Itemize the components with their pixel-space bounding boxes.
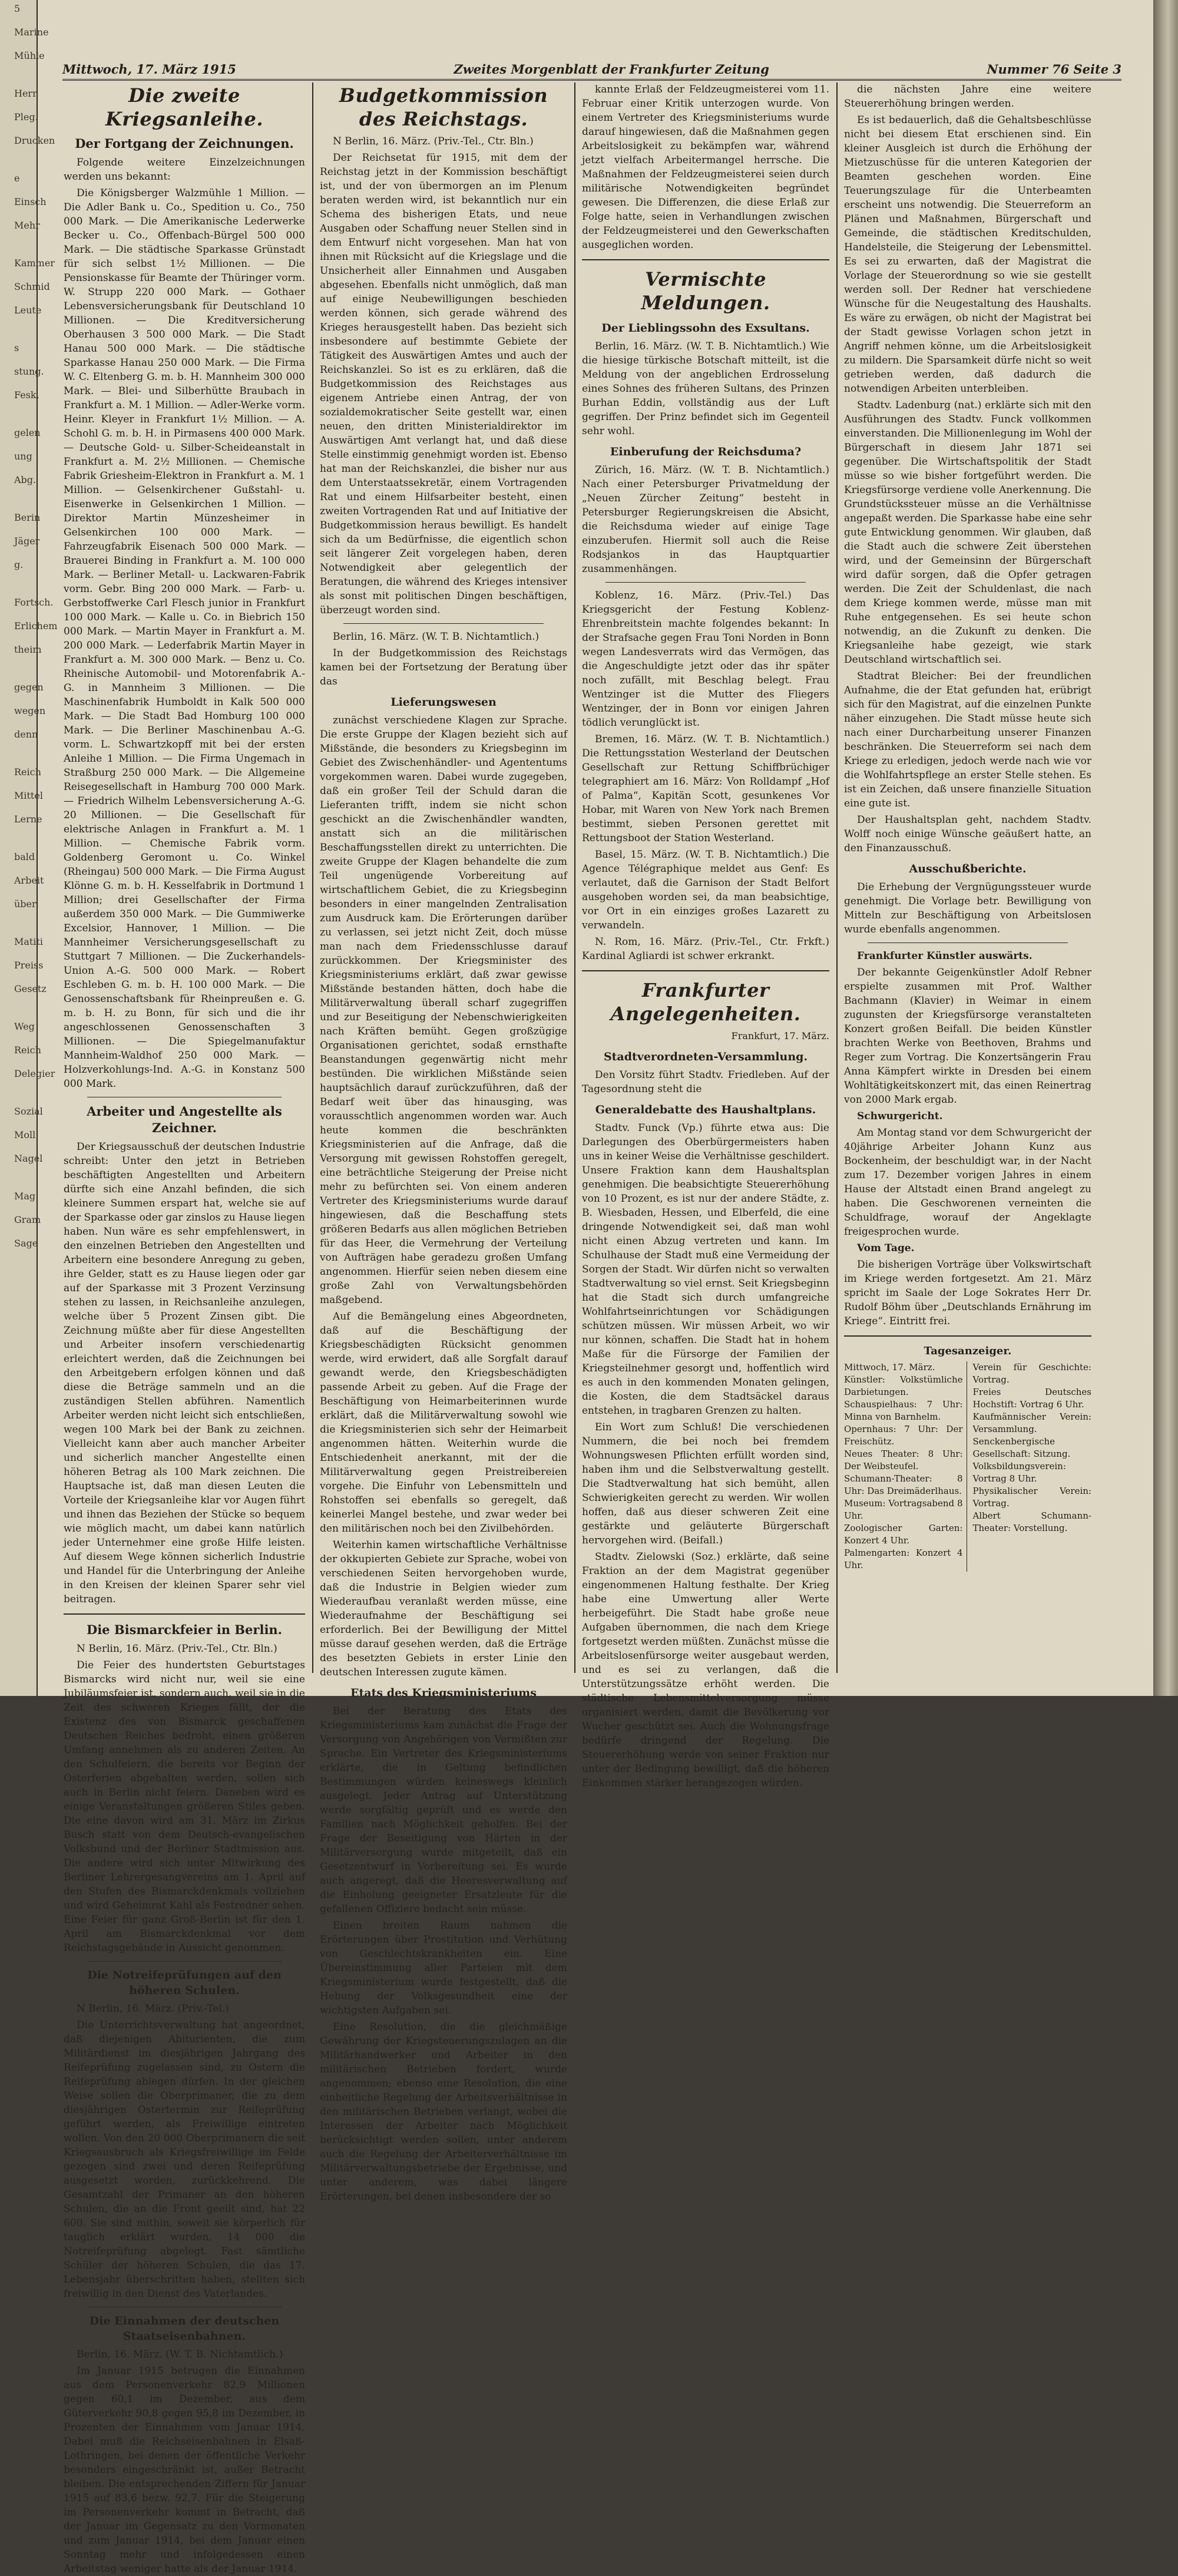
- schwurgericht-title: Schwurgericht.: [857, 1110, 943, 1122]
- frankfurter-dateline: Frankfurt, 17. März.: [731, 1030, 829, 1041]
- gutter-fragment: Weg: [14, 1021, 35, 1032]
- notreife-title: Die Notreifeprüfungen auf den höheren Schulen.: [87, 1969, 282, 1997]
- gutter-fragment: Einsch: [14, 196, 47, 207]
- column-rule: [574, 82, 575, 1673]
- notreife-dateline: N Berlin, 16. März. (Priv.-Tel.): [77, 2003, 229, 2015]
- generaldebatte-continued-2: Es ist bedauerlich, daß die Gehaltsbeschlüsse nicht bei diesem Etat erschienen sind. Ein kleiner Ausgleich ist durch die Erhöhung der Mietzuschüsse für die unteren Kategorien der Beamten geschehen worden. Eine Teuerungszulage für die Unterbeamten erscheint uns notwendig. Die Steuerreform an Plänen und Maßnahmen, Bürgerschaft und Gemeinde, die städtischen Kreditschulden, Handelsteile, die Steigerung der Lebensmittel. Es sei zu erwarten, daß der Magistrat die Vorlage der Steuerordnung so wie sie gestellt werden soll. Der Redner hat verschiedene Wünsche für die Neugestaltung des Haushalts. Es wäre zu erwägen, ob nicht der Magistrat bei der Stadt gewisse Vorlagen schon jetzt in Angriff nehmen könne, um die Arbeitslosigkeit zu mildern. Die Sparsamkeit dürfe nicht so weit getrieben werden, daß dadurch die notwendigen Arbeiten unterbleiben.: [844, 114, 1091, 395]
- separator: [605, 582, 806, 583]
- lieferungswesen-title: Lieferungswesen: [391, 696, 497, 709]
- gutter-fragment: Gesetz: [14, 983, 47, 994]
- gutter-fragment: wegen: [14, 705, 46, 716]
- kriegsministerium-body-1: Bei der Beratung des Etats des Kriegsministeriums kam zunächst die Frage der Versorgung von Angehörigen von Vermißten zur Sprache. Ein Vertreter des Kriegsministeriums erklärte, die in Geltung befindlichen Bestimmungen würden keineswegs kleinlich ausgelegt. Jeder Antrag auf Unterstützung werde sorgfältig geprüft und es werde den Familien nach Möglichkeit geholfen. Bei der Frage der Beseitigung von Härten in der Militärversorgung wurde mitgeteilt, daß ein Gesetzentwurf in Vorbereitung sei. Es wurde auch angeregt, daß die Heeresverwaltung auf die Einholung geeigneter Ersatzleute für die gefallenen Offiziere bedacht sein müsse.: [320, 1705, 567, 1915]
- gutter-fragment: Moll: [14, 1129, 36, 1140]
- budgetkommission-title: Budgetkommission des Reichstags.: [339, 84, 548, 130]
- vermischte-title: Vermischte Meldungen.: [641, 268, 770, 314]
- gutter-fragment: ung: [14, 451, 32, 462]
- gutter-fragment: theim: [14, 644, 42, 655]
- previous-page-gutter: [0, 0, 58, 1696]
- gutter-fragment: Reich: [14, 766, 41, 778]
- budgetkommission-dateline: N Berlin, 16. März. (Priv.-Tel., Ctr. Bln.): [333, 135, 534, 147]
- gutter-fragment: bald: [14, 851, 35, 862]
- gutter-fragment: Pleg.: [14, 111, 38, 123]
- kriegsministerium-body-3: Eine Resolution, die die gleichmäßige Gewährung der Kriegsteuerungszulagen an die Militärhandwerker und Arbeiter in den militärischen Betrieben fordert, wurde angenommen; ebenso eine Resolution, die eine einheitliche Regelung der Arbeitsverhältnisse in den militärischen Betrieben verlangt, wobei die Interessen der Arbeiter nach Möglichkeit berücksichtigt werden sollen, unter anderem auch die Regelung der Arbeiterverhältnisse im Militärverwaltungsbetriebe der Ergebnisse, und unter anderem, was dabei längere Erörterungen, bei denen insbesondere der so: [320, 2021, 567, 2203]
- gutter-fragment: gelen: [14, 427, 41, 438]
- lieferungswesen-body-3: Weiterhin kamen wirtschaftliche Verhältnisse der okkupierten Gebiete zur Sprache, wobei von verschiedenen Seiten hervorgehoben wurde, daß die Industrie in Belgien wieder zum Wiederaufbau veranlaßt werden müsse, eine Wiederaufnahme der Beschäftigung sei erforderlich. Bei der Bewilligung der Mittel müsse darauf gesehen werden, daß die Erträge des besetzten Gebiets in erster Linie den deutschen Interessen zugute kämen.: [320, 1539, 567, 1678]
- gutter-fragment: Delegier: [14, 1068, 55, 1079]
- rom-body: N. Rom, 16. März. (Priv.-Tel., Ctr. Frkft.) Kardinal Agliardi ist schwer erkrankt.: [582, 936, 829, 962]
- bremen-body: Bremen, 16. März. (W. T. B. Nichtamtlich.) Die Rettungsstation Westerland der Deutschen Gesellschaft zur Rettung Schiffbrüchiger telegraphiert am 16. März: Von Rolldampf „Hof of Palma“, Kapitän Scott, gesunkenes Vor Hobar, mit Waren von New York nach Bremen bestimmt, sieben Personen gerettet mit Rettungsboot der Station Westerland.: [582, 733, 829, 844]
- lieblingssohn-body: Berlin, 16. März. (W. T. B. Nichtamtlich.) Wie die hiesige türkische Botschaft mitteilt, ist die Meldung von der angeblichen Erdrosselung eines Sohnes des früheren Sultans, des Prinzen Burhan Eddin, vollständig aus der Luft gegriffen. Der Prinz befindet sich im Gegenteil sehr wohl.: [582, 340, 829, 437]
- gutter-fragment: Drucken: [14, 135, 55, 146]
- gutter-fragment: Arbeit: [14, 875, 44, 886]
- haushalt-closing: Der Haushaltsplan geht, nachdem Stadtv. Wolff noch einige Wünsche geäußert hatte, an den Finanzausschuß.: [844, 814, 1091, 854]
- kuenstler-title: Frankfurter Künstler auswärts.: [857, 950, 1033, 962]
- tagesanzeiger: [844, 1344, 1091, 1572]
- lieferungswesen-body-1: zunächst verschiedene Klagen zur Sprache. Die erste Gruppe der Klagen bezieht sich auf Mißstände, die besonders zu Kriegsbeginn im Gebiet des Zwischenhändler- und Agententums vorgekommen waren. Dabei wurde zugegeben, daß ein großer Teil der Schuld daran die Lieferanten trifft, indem sie nicht schon geschickt an die Zwischenhändler wandten, anstatt sich an die militärischen Beschaffungsstellen direkt zu unterrichten. Die zweite Gruppe der Klagen behandelte die zum Teil ungenügende Vorbereitung auf wirtschaftlichem Gebiet, die zu Kriegsbeginn besonders in einer mangelnden Zentralisation zum Ausdruck kam. Die Erörterungen darüber zu verlassen, sei jetzt nicht Zeit, doch müsse man nach dem Friedensschlusse darauf zurückkommen. Der Kriegsminister des Kriegsministeriums erklärt, daß zwar gewisse Mißstände bestanden hätten, doch habe die Militärverwaltung überall scharf zugegriffen und zur Beseitigung der Nebenschwierigkeiten nach Kräften bemüht. Gegen großzügige Organisationen gerichtet, sodaß ernsthafte Beanstandungen gegenwärtig nicht mehr bestünden. Die wirklichen Mißstände seien hauptsächlich darauf zurückzuführen, daß der Bedarf weit über das hinausging, was vorausschtlich angenommen worden war. Auch heute kommen die beschränkten Kriegsministerien auf die Anfrage, daß die Versorgung mit gewissen Rohstoffen geregelt, eine beträchtliche Steigerung der Preise nicht mehr zu befürchten sei. Von einem anderen Vertreter des Kriegsministeriums wurde darauf hingewiesen, daß die Beschaffung stets größeren Bedarfs aus allen möglichen Betrieben für das Heer, die Vermehrung der Verteilung von Aufträgen habe geradezu großen Umfang angenommen. Hierfür seien neben diesem eine große Zahl von Verwaltungsbehörden maßgebend.: [320, 715, 567, 1306]
- generaldebatte-title: Generaldebatte des Haushaltplans.: [595, 1103, 816, 1116]
- lieferungswesen-body-2: Auf die Bemängelung eines Abgeordneten, daß auf die Beschäftigung der Kriegsbeschädigten Rücksicht genommen werde, wird erwidert, daß alle Sorgfalt darauf gewandt werde, den Kriegsbeschädigten passende Arbeit zu geben. Auf die Frage der Beschäftigung von Heimarbeiterinnen wurde erklärt, daß die Militärverwaltung sowohl wie die Kriegsministerien sich sehr der Heimarbeit angenommen hätten. Weiterhin wurde die Entschiedenheit anerkannt, mit der die Militärverwaltung gegen Preistreibereien vorgehe. Die Einfuhr von Lebensmitteln und Rohstoffen sei ebenfalls so geregelt, daß keinerlei Mangel bestehe, und zwar weder bei den militärischen noch bei den Zivilbehörden.: [320, 1311, 567, 1535]
- schwurgericht-body: Am Montag stand vor dem Schwurgericht der 40jährige Arbeiter Johann Kunz aus Bockenheim, der beschuldigt war, in der Nacht zum 17. Dezember vorigen Jahres in einem Hause der Altstadt einen Brand angelegt zu haben. Die Geschworenen verneinten die Schuldfrage, worauf der Angeklagte freigesprochen wurde.: [844, 1127, 1091, 1238]
- gutter-fragment: Berin: [14, 512, 41, 523]
- gutter-fragments: [0, 0, 58, 1252]
- gutter-fragment: über: [14, 898, 37, 910]
- budgetkommission-body-1: Der Reichsetat für 1915, mit dem der Reichstag jetzt in der Kommission beschäftigt ist, und der von übermorgen an im Plenum beraten werden wird, ist bekanntlich nur ein Schema des bisherigen Etats, und neue Ausgaben oder Schaffung neuer Stellen sind in dem Entwurf nicht vorgesehen. Man hat von ihnen mit Rücksicht auf die Kriegslage und die Unsicherheit aller Einnahmen und Ausgaben abgesehen. Ebenfalls nicht unmöglich, daß man auf einige Neubewilligungen beschieden werden können, sich gerade während des Krieges herausgestellt haben. Das bezieht sich insbesondere auf bestimmte Gebiete der Tätigkeit des Auswärtigen Amtes und auch der Reichskanzlei. So ist es zu erklären, daß die Budgetkommission des Reichstages aus eigenem Antriebe einen Antrag, der von sozialdemokratischer Seite gestellt war, einen neuen, den dritten Ministerialdirektor im Auswärtigen Amt verlangt hat, und daß diese Stelle einstimmig genehmigt worden ist. Ebenso hat man der Reichskanzlei, die bisher nur aus dem Unterstaatssekretär, einem Vortragenden Rat und einem Hilfsarbeiter besteht, einen zweiten Vortragenden Rat und auf Initiative der Budgetkommission heraus bewilligt. Es handelt sich da um Bedürfnisse, die eigentlich schon seit längerer Zeit vorgelegen haben, deren Notwendigkeit aber gelegentlich der Beratungen, die während des Krieges intensiver als sonst mit politischen Dingen beschäftigen, überzeugt worden sind.: [320, 152, 567, 616]
- column-4: [844, 82, 1091, 1673]
- gutter-fragment: Preiss: [14, 960, 44, 971]
- column-rule: [836, 82, 838, 1673]
- kuenstler-body: Der bekannte Geigenkünstler Adolf Rebner erspielte zusammen mit Prof. Walther Bachmann (Klavier) in Weimar in einem zugunsten der Kriegsfürsorge veranstalteten Konzert großen Beifall. Die beiden Künstler brachten Werke von Beethoven, Brahms und Reger zum Vortrag. Die Konzertsängerin Frau Anna Kämpfert wirkte in Dresden bei einem Wohltätigkeitskonzert mit, das einen Reinertrag von 2000 Mark ergab.: [844, 967, 1091, 1106]
- kriegsanleihe-subtitle: Der Fortgang der Zeichnungen.: [75, 136, 294, 151]
- bismarckfeier-body: Die Feier des hundertsten Geburtstages Bismarcks wird nicht nur, weil sie eine Jubiläumsfeier ist, sondern auch, weil sie in die Zeit des schweren Krieges fällt, der die Existenz des von Bismarck geschaffenen Deutschen Reiches bedroht, einen größeren Umfang annehmen als zu anderen Zeiten. An den Schulfeiern, die bereits vor Beginn der Osterferien abgehalten werden, sollen sich auch in Berlin nicht feiern. Daneben wird es einige Veranstaltungen größeren Stiles geben. Die eine davon wird am 31. März im Zirkus Busch statt von dem Deutsch-evangelischen Volksbund und der Berliner Stadtmission aus. Die andere wird sich unter Mitwirkung des Berliner Lehrergesangvereins am 1. April auf den Stufen des Bismarckdenkmals vollziehen und wird Geheimrat Kahl als Festredner sehen. Eine Feier für ganz Groß-Berlin ist für den 1. April am Bismarckdenkmal vor dem Reichstagsgebäude in Aussicht genommen.: [64, 1659, 305, 1954]
- kriegsministerium-title: Etats des Kriegsministeriums: [350, 1687, 537, 1699]
- bleicher-body: Stadtrat Bleicher: Bei der freundlichen Aufnahme, die der Etat gefunden hat, erübrigt sich für den Magistrat, auf die einzelnen Punkte näher einzugehen. Die Stadt müsse heute sich nach einer Durcharbeitung unserer Finanzen beschränken. Die Steuerreform sei nach dem Kriege zu erledigen, jedoch werde nach wie vor die Wohlfahrtspflege an erster Stelle stehen. Es ist ein Zeichen, daß unsere finanzielle Situation eine gute ist.: [844, 670, 1091, 809]
- gutter-fragment: Mehr: [14, 220, 40, 231]
- budgetkommission-dateline-2: Berlin, 16. März. (W. T. B. Nichtamtlich.): [333, 631, 540, 643]
- generaldebatte-body-2: Ein Wort zum Schluß! Die verschiedenen Nummern, die bei noch bei fremdem Wohnungswesen Pflichten erfüllt worden sind, haben ihm und die Selbstverwaltung gestellt. Die Stadtverwaltung hat sich bemüht, allen Schwierigkeiten gerecht zu werden. Wir wollen hoffen, daß aus dieser schweren Zeit eine gestärkte und geläuterte Bürgerschaft hervorgehen wird. (Beifall.): [582, 1421, 829, 1546]
- gutter-fragment: Gram: [14, 1214, 41, 1225]
- kriegsanleihe-title: Die zweite Kriegsanleihe.: [105, 84, 263, 130]
- einnahmen-title: Die Einnahmen der deutschen Staatseisenbahnen.: [89, 2314, 280, 2343]
- reichsduma-title: Einberufung der Reichsduma?: [610, 445, 802, 458]
- gutter-fragment: Mag: [14, 1191, 36, 1202]
- gutter-fragment: Fesk.: [14, 389, 39, 401]
- bismarckfeier-title: Die Bismarckfeier in Berlin.: [86, 1622, 282, 1637]
- generaldebatte-body-1: Stadtv. Funck (Vp.) führte etwa aus: Die Darlegungen des Oberbürgermeisters haben uns in keiner Weise die Verhältnisse geschildert. Unsere Fraktion kann dem Haushaltsplan genehmigen. Die beabsichtigte Steuererhöhung von 10 Prozent, es ist nur der andere Städte, z. B. Wiesbaden, Hessen, und Elberfeld, die eine dringende Notwendigkeit sei, daß man wohl nicht einen Abzug vertreten und kann. Im Schulhause der Stadt muß eine Vermeidung der Sorgen der Stadt. Wir dürfen nicht so verwalten Stadtverwaltung so viel ernst. Seit Kriegsbeginn hat die Stadt sich durch umfangreiche Wohlfahrtseinrichtungen vor Schädigungen schützen müssen. Wir müssen Arbeit, wo wir nur können, schaffen. Die Stadt hat in hohem Maße für die Fürsorge der Familien der Kriegsteilnehmer gesorgt und, hoffentlich wird es auch in den kommenden Monaten gelingen, die Kosten, die dem Stadtsäckel daraus entstehen, in tragbaren Grenzen zu halten.: [582, 1122, 829, 1417]
- separator: [582, 259, 829, 260]
- gutter-fragment: Erlichem: [14, 620, 58, 631]
- column-1: [64, 82, 305, 2575]
- gutter-fragment: Mühle: [14, 50, 45, 61]
- bismarckfeier-dateline: N Berlin, 16. März. (Priv.-Tel., Ctr. Bln.): [77, 1643, 277, 1655]
- gutter-fragment: Mittel: [14, 790, 43, 801]
- kriegsanleihe-intro: Folgende weitere Einzelzeichnungen werden uns bekannt:: [64, 157, 305, 183]
- page-header: [62, 57, 1121, 81]
- separator: [87, 1961, 282, 1962]
- generaldebatte-continued-1: die nächsten Jahre eine weitere Steuererhöhung bringen werden.: [844, 84, 1091, 110]
- tagesanzeiger-title: Tagesanzeiger.: [924, 1345, 1012, 1357]
- ausschussberichte-body: Die Erhebung der Vergnügungssteuer wurde genehmigt. Die Vorlage betr. Bewilligung von Mitteln zur Beschäftigung von Arbeitslosen wurde ebenfalls angenommen.: [844, 881, 1091, 935]
- feldzeug-continued-body: kannte Erlaß der Feldzeugmeisterei vom 11. Februar einer Kritik unterzogen wurde. Von einem Vertreter des Kriegsministeriums wurde darauf hingewiesen, daß die Maßnahmen gegen Arbeitslosigkeit zu bekämpfen war, während jetzt vielfach Arbeitermangel herrsche. Die Maßnahmen der Feldzeugmeisterei seien durch militärische Notwendigkeiten begründet gewesen. Die Differenzen, die diese Erlaß zur Folge hatte, seien in Verhandlungen zwischen der Feldzeugmeisterei und den Gewerkschaften ausgeglichen worden.: [582, 84, 829, 251]
- vom-tage-title: Vom Tage.: [857, 1242, 915, 1254]
- book-binding: [1153, 0, 1178, 1696]
- column-3: [582, 82, 829, 1789]
- kriegsanleihe-body: Die Königsberger Walzmühle 1 Million. — Die Adler Bank u. Co., Spedition u. Co., 750 000 Mark. — Die Amerikanische Lederwerke Becker u. Co., Offenbach-Bürgel 500 000 Mark. — Die städtische Sparkasse Grünstadt für sich selbst 1½ Millionen. — Die Pensionskasse für Beamte der Thüringer vorm. W. Strupp 220 000 Mark. — Gothaer Lebensversicherungsbank für Deutschland 10 Millionen. — Die Kreditversicherung Oberhausen 3 500 000 Mark. — Die Stadt Hanau 500 000 Mark. — Die städtische Sparkasse Hanau 250 000 Mark. — Die Firma W. C. Eltenberg G. m. b. H. Mannheim 300 000 Mark. — Blei- und Silberhütte Braubach in Frankfurt a. M. 1 Million. — Adler-Werke vorm. Heinr. Kleyer in Frankfurt 1½ Million. — A. Schohl G. m. b. H. in Pirmasens 400 000 Mark. — Deutsche Gold- u. Silber-Scheideanstalt in Frankfurt a. M. 2½ Millionen. — Chemische Fabrik Griesheim-Elektron in Frankfurt a. M. 1 Million. — Gelsenkirchener Gußstahl- u. Eisenwerke in Gelsenkirchen 1 Million. — Direktor Martin Münzesheimer in Gelsenkirchen 100 000 Mark. — Fahrzeugfabrik Eisenach 500 000 Mark. — Brauerei Binding in Frankfurt a. M. 100 000 Mark. — Berliner Metall- u. Lackwaren-Fabrik vorm. Gebr. Bing 200 000 Mark. — Farb- u. Gerbstoffwerke Carl Flesch junior in Frankfurt 100 000 Mark. — Kalle u. Co. in Biebrich 150 000 Mark. — Martin Mayer in Frankfurt a. M. 200 000 Mark. — Lederfabrik Martin Mayer in Frankfurt a. M. 300 000 Mark. — Benz u. Co. Rheinische Automobil- und Motorenfabrik A.-G. in Mannheim 3 Millionen. — Die Maschinenfabrik Humboldt in Kalk 500 000 Mark. — Die Stadt Bad Homburg 100 000 Mark. — Die Berliner Maschinenbau A.-G. vorm. L. Schwartzkopff mit bei der ersten Anleihe 1 Million. — Die Firma Ungemach in Straßburg 250 000 Mark. — Die Allgemeine Reisegesellschaft in Hamburg 700 000 Mark. — Friedrich Wilhelm Lebensversicherung A.-G. 20 Millionen. — Die Gesellschaft für elektrische Anlagen in Frankfurt a. M. 1 Million. — Chemische Fabrik vorm. Goldenberg Geromont u. Co. Winkel (Rheingau) 500 000 Mark. — Die Firma August Klönne G. m. b. H. Kesselfabrik in Dortmund 1 Million; drei Gesellschafter der Firma außerdem 350 000 Mark. — Die Gummiwerke Excelsior, Hannover, 1 Million. — Die Mannheimer Versicherungsgesellschaft zu Stuttgart 7 Millionen. — Die Zuckerhandels-Union A.-G. 500 000 Mark. — Robert Eschleben G. m. b. H. 100 000 Mark. — Die Genossenschaftsbank für Rheinpreußen e. G. m. b. H. zu Bonn, für sich und die ihr angeschlossenen Genossenschaften 3 Millionen. — Die Spiegelmanufaktur Mannheim-Waldhof 250 000 Mark. — Holzverkohlungs-Ind. A.-G. in Konstanz 500 000 Mark.: [64, 187, 305, 1090]
- lieblingssohn-title: Der Lieblingssohn des Exsultans.: [601, 322, 810, 335]
- notreife-body: Die Unterrichtsverwaltung hat angeordnet, daß diejenigen Abiturienten, die zum Militärdienst im diesjährigen Jahrgang des Reifeprüfung zugelassen sind, zu Ostern die Reifeprüfung ablegen dürfen. In der gleichen Weise sollen die Oberprimaner, die zu dem diesjährigen Ostertermin zur Reifeprüfung geführt werden, als Freiwillige eintreten wollen. Von den 20 000 Oberprimanern die seit Kriegsausbruch als Kriegsfreiwillige im Felde gezogen sind zwei und deren Reifeprüfung ausgesetzt worden, zurückkehrend. Die Gesamtzahl der Primaner an den höheren Schulen, die an die Front geeilt sind, hat 22 600. Sie sind mithin, soweit sie körperlich für tauglich erklärt wurden, 14 000 die Notreifeprüfung abgelegt. Fast sämtliche Schüler der höheren Schulen, die das 17. Lebensjahr überschritten haben, stellten sich freiwillig in den Dienst des Vaterlandes.: [64, 2019, 305, 2300]
- gutter-fragment: stung.: [14, 366, 44, 377]
- einnahmen-dateline: Berlin, 16. März. (W. T. B. Nichtamtlich.): [77, 2349, 283, 2360]
- vom-tage-body: Die bisherigen Vorträge über Volkswirtschaft im Kriege werden fortgesetzt. Am 21. März spricht im Saale der Loge Sokrates Herr Dr. Rudolf Böhm über „Deutschlands Ernährung im Kriege“. Eintritt frei.: [844, 1259, 1091, 1327]
- separator: [64, 1613, 305, 1615]
- ladenburg-body: Stadtv. Ladenburg (nat.) erklärte sich mit den Ausführungen des Stadtv. Funck vollkommen einverstanden. Die Millionenlegung im Wohl der Bürgerschaft in diesem Jahr 1871 sei gegenüber. Die Wirtschaftspolitik der Stadt müsse so wie bisher fortgeführt werden. Die Kriegsfürsorge verdiene volle Anerkennung. Die Grundstückssteuer müsse an die Verhältnisse angepaßt werden. Die Sparkasse habe eine sehr gute Entwicklung genommen. Wir glauben, daß die Stadt auch die schwere Zeit überstehen wird, und der Gemeinsinn der Bürgerschaft wird dafür sorgen, daß die Opfer getragen werden. Die Zeit der Schuldenlast, die nach dem Kriege kommen werde, müsse man mit Ruhe entgegensehen. Es sei heute schon notwendig, an die Zukunft zu denken. Die Kriegsanleihe habe gezeigt, wie stark Deutschland wirtschaftlich sei.: [844, 399, 1091, 666]
- kriegsministerium-body-2: Einen breiten Raum nahmen die Erörterungen über Prostitution und Verhütung von Geschlechtskrankheiten ein. Eine Übereinstimmung aller Parteien mit dem Kriegsministerium wurde festgestellt, daß die Hebung der Volksgesundheit eine der wichtigsten Aufgaben sei.: [320, 1920, 567, 2016]
- stadtverordneten-intro: Den Vorsitz führt Stadtv. Friedleben. Auf der Tagesordnung steht die: [582, 1069, 829, 1095]
- ausschussberichte-title: Ausschußberichte.: [909, 862, 1027, 875]
- gutter-fragment: Herr: [14, 88, 37, 99]
- frankfurter-title: Frankfurter Angelegenheiten.: [610, 979, 801, 1025]
- gutter-fragment: Abg.: [14, 474, 37, 485]
- gutter-fragment: e: [14, 173, 20, 184]
- einnahmen-body: Im Januar 1915 betrugen die Einnahmen aus dem Personenverkehr 82,9 Millionen gegen 60,1 im Dezember, aus dem Güterverkehr 90,8 gegen 95,8 im Dezember, in Prozenten der Einnahmen vom Januar 1914. Dabei muß die Reichseisenbahnen in Elsaß-Lothringen, bei denen der öffentliche Verkehr besonders eingeschränkt ist, außer Betracht bleiben. Die entsprechenden Ziffern für Januar 1915 auf 83,6 bezw. 92,7. Für die Steigerung im Personenverkehr kommt in Betracht, daß der Januar im Gegensatz zu den Vormonaten und zum Januar 1914, bei dem Januar einen Sonntag mehr und infolgedessen einen Arbeitstag weniger hatte als der Januar 1914.: [64, 2365, 305, 2575]
- gutter-fragment: Reich: [14, 1044, 41, 1056]
- tagesanzeiger-left: Mittwoch, 17. März. Künstler: Volkstümliche Darbietungen. Schauspielhaus: 7 Uhr: Minna von Barnhelm. Opernhaus: 7 Uhr: Der Freischütz. Neues Theater: 8 Uhr: Der Weibsteufel. Schumann-Theater: 8 Uhr: Das Dreimäderlhaus. Museum: Vortragsabend 8 Uhr. Zoologischer Garten: Konzert 4 Uhr. Palmengarten: Konzert 4 Uhr.: [844, 1361, 967, 1572]
- gutter-fragment: Marine: [14, 27, 49, 38]
- gutter-fragment: Lerne: [14, 814, 42, 825]
- tagesanzeiger-right: Verein für Geschichte: Vortrag. Freies Deutsches Hochstift: Vortrag 6 Uhr. Kaufmännischer Verein: Versammlung. Senckenbergische Gesellschaft: Sitzung. Volksbildungsverein: Vortrag 8 Uhr. Physikalischer Verein: Vortrag. Albert Schumann-Theater: Vorstellung.: [972, 1362, 1091, 1533]
- column-2: [320, 82, 567, 2203]
- gutter-fragment: Matiti: [14, 936, 44, 947]
- gutter-fragment: Kammer: [14, 257, 55, 269]
- gutter-fragment: Nagel: [14, 1153, 43, 1164]
- separator: [844, 1335, 1091, 1337]
- generaldebatte-body-3: Stadtv. Zielowski (Soz.) erklärte, daß seine Fraktion an der dem Magistrat gegenüber eingenommenen Haltung festhalte. Der Krieg habe eine Umwertung aller Werte herbeigeführt. Die Stadt habe große neue Aufgaben übernommen, die nach dem Kriege fortgesetzt werden müßten. Zunächst müsse die Arbeitslosenfürsorge weiter ausgebaut werden, und es sei zu verlangen, daß die Unterstützungssätze erhöht werden. Die städtische Lebensmittelversorgung müsse organisiert werden, damit die Bevölkerung vor Wucher geschützt sei. Auch die Wohnungsfrage bedürfe dringend der Regelung. Die Steuererhöhung werde von seiner Fraktion nur unter der Bedingung bewilligt, daß die höheren Einkommen stärker herangezogen würden.: [582, 1551, 829, 1789]
- gutter-fragment: gegen: [14, 682, 44, 693]
- gutter-fragment: 5: [14, 3, 21, 14]
- gutter-fragment: denn: [14, 729, 38, 740]
- stadtverordneten-title: Stadtverordneten-Versammlung.: [603, 1050, 808, 1063]
- arbeiter-title: Arbeiter und Angestellte als Zeichner.: [87, 1104, 282, 1135]
- budgetkommission-body-2: In der Budgetkommission des Reichstags kamen bei der Fortsetzung der Beratung über das: [320, 647, 567, 687]
- gutter-fragment: s: [14, 342, 19, 353]
- gutter-fragment: Leute: [14, 305, 42, 316]
- koblenz-body: Koblenz, 16. März. (Priv.-Tel.) Das Kriegsgericht der Festung Koblenz-Ehrenbreitstein machte folgendes bekannt: In der Strafsache gegen Frau Toni Norden in Bonn wegen Landesverrats wird das Vermögen, das die Angeschuldigte jetzt oder das ihr später noch zufällt, mit Beschlag belegt. Frau Wentzinger ist die Mutter des Fliegers Wentzinger, der in Bonn vor einigen Jahren tödlich verunglückt ist.: [582, 590, 829, 729]
- gutter-fragment: Jäger: [14, 535, 40, 547]
- header-page-number: Nummer 76 Seite 3: [987, 62, 1121, 77]
- gutter-fragment: Schmid: [14, 281, 50, 292]
- gutter-fragment: Fortsch.: [14, 597, 54, 608]
- column-rule: [312, 82, 313, 1673]
- separator: [582, 970, 829, 971]
- arbeiter-body: Der Kriegsausschuß der deutschen Industrie schreibt: Unter den jetzt in Betrieben beschäftigten Angestellten und Arbeitern dürfte sich eine Anzahl befinden, die sich kleinere Summen erspart hat, welche sie auf der Sparkasse oder gar zinslos zu Hause liegen haben. Nun wäre es sehr empfehlenswert, in den einzelnen Betrieben den Angestellten und Arbeitern eine besondere Anregung zu geben, ihre Gelder, statt es zu Hause liegen oder gar auf der Sparkasse mit 3 Prozent Verzinsung stehen zu lassen, in Reichsanleihe anzulegen, welche über 5 Prozent Zinsen gibt. Die Zeichnung müßte aber für diese Angestellten und Arbeiter insofern verschiedenartig erleichtert werden, daß die Zeichnungen bei den Arbeitgebern erfolgen können und daß diese die Beträge sammeln und an die zuständigen Stellen abführen. Namentlich Arbeiter werden nicht leicht sich entschließen, wegen 100 Mark bei der Bank zu zeichnen. Vielleicht kann aber auch mancher Arbeiter und sicherlich mancher Angestellte einen höheren Betrag als 100 Mark zeichnen. Die Hauptsache ist, daß man diesen Leuten die Vorteile der Kriegsanleihe klar vor Augen führt und ihnen das Beziehen der Stücke so bequem wie möglich macht, um dabei kann natürlich jeder Unternehmer eine große Hilfe leisten. Auf diesem Wege können sicherlich Industrie und Handel für die Unterbringung der Anleihe in den Kreisen der kleinen Sparer sehr viel beitragen.: [64, 1141, 305, 1605]
- gutter-fragment: Sozial: [14, 1106, 43, 1117]
- basel-body: Basel, 15. März. (W. T. B. Nichtamtlich.) Die Agence Télégraphique meldet aus Genf: Es verlautet, daß die Garnison der Stadt Belfort ausgehoben worden sei, da man beabsichtige, vor Ort in ein einziges großes Lazarett zu verwandeln.: [582, 849, 829, 931]
- reichsduma-body: Zürich, 16. März. (W. T. B. Nichtamtlich.) Nach einer Petersburger Privatmeldung der „Neuen Zürcher Zeitung“ besteht in Petersburger Regierungskreisen die Absicht, die Reichsduma wieder auf einige Tage einzuberufen. Hiermit soll auch die Reise Rodsjankos in das Hauptquartier zusammenhängen.: [582, 464, 829, 575]
- gutter-fragment: Sage: [14, 1238, 38, 1249]
- gutter-fragment: g.: [14, 559, 24, 570]
- separator: [343, 623, 544, 624]
- header-masthead: Zweites Morgenblatt der Frankfurter Zeitung: [454, 62, 769, 77]
- header-date: Mittwoch, 17. März 1915: [62, 62, 236, 77]
